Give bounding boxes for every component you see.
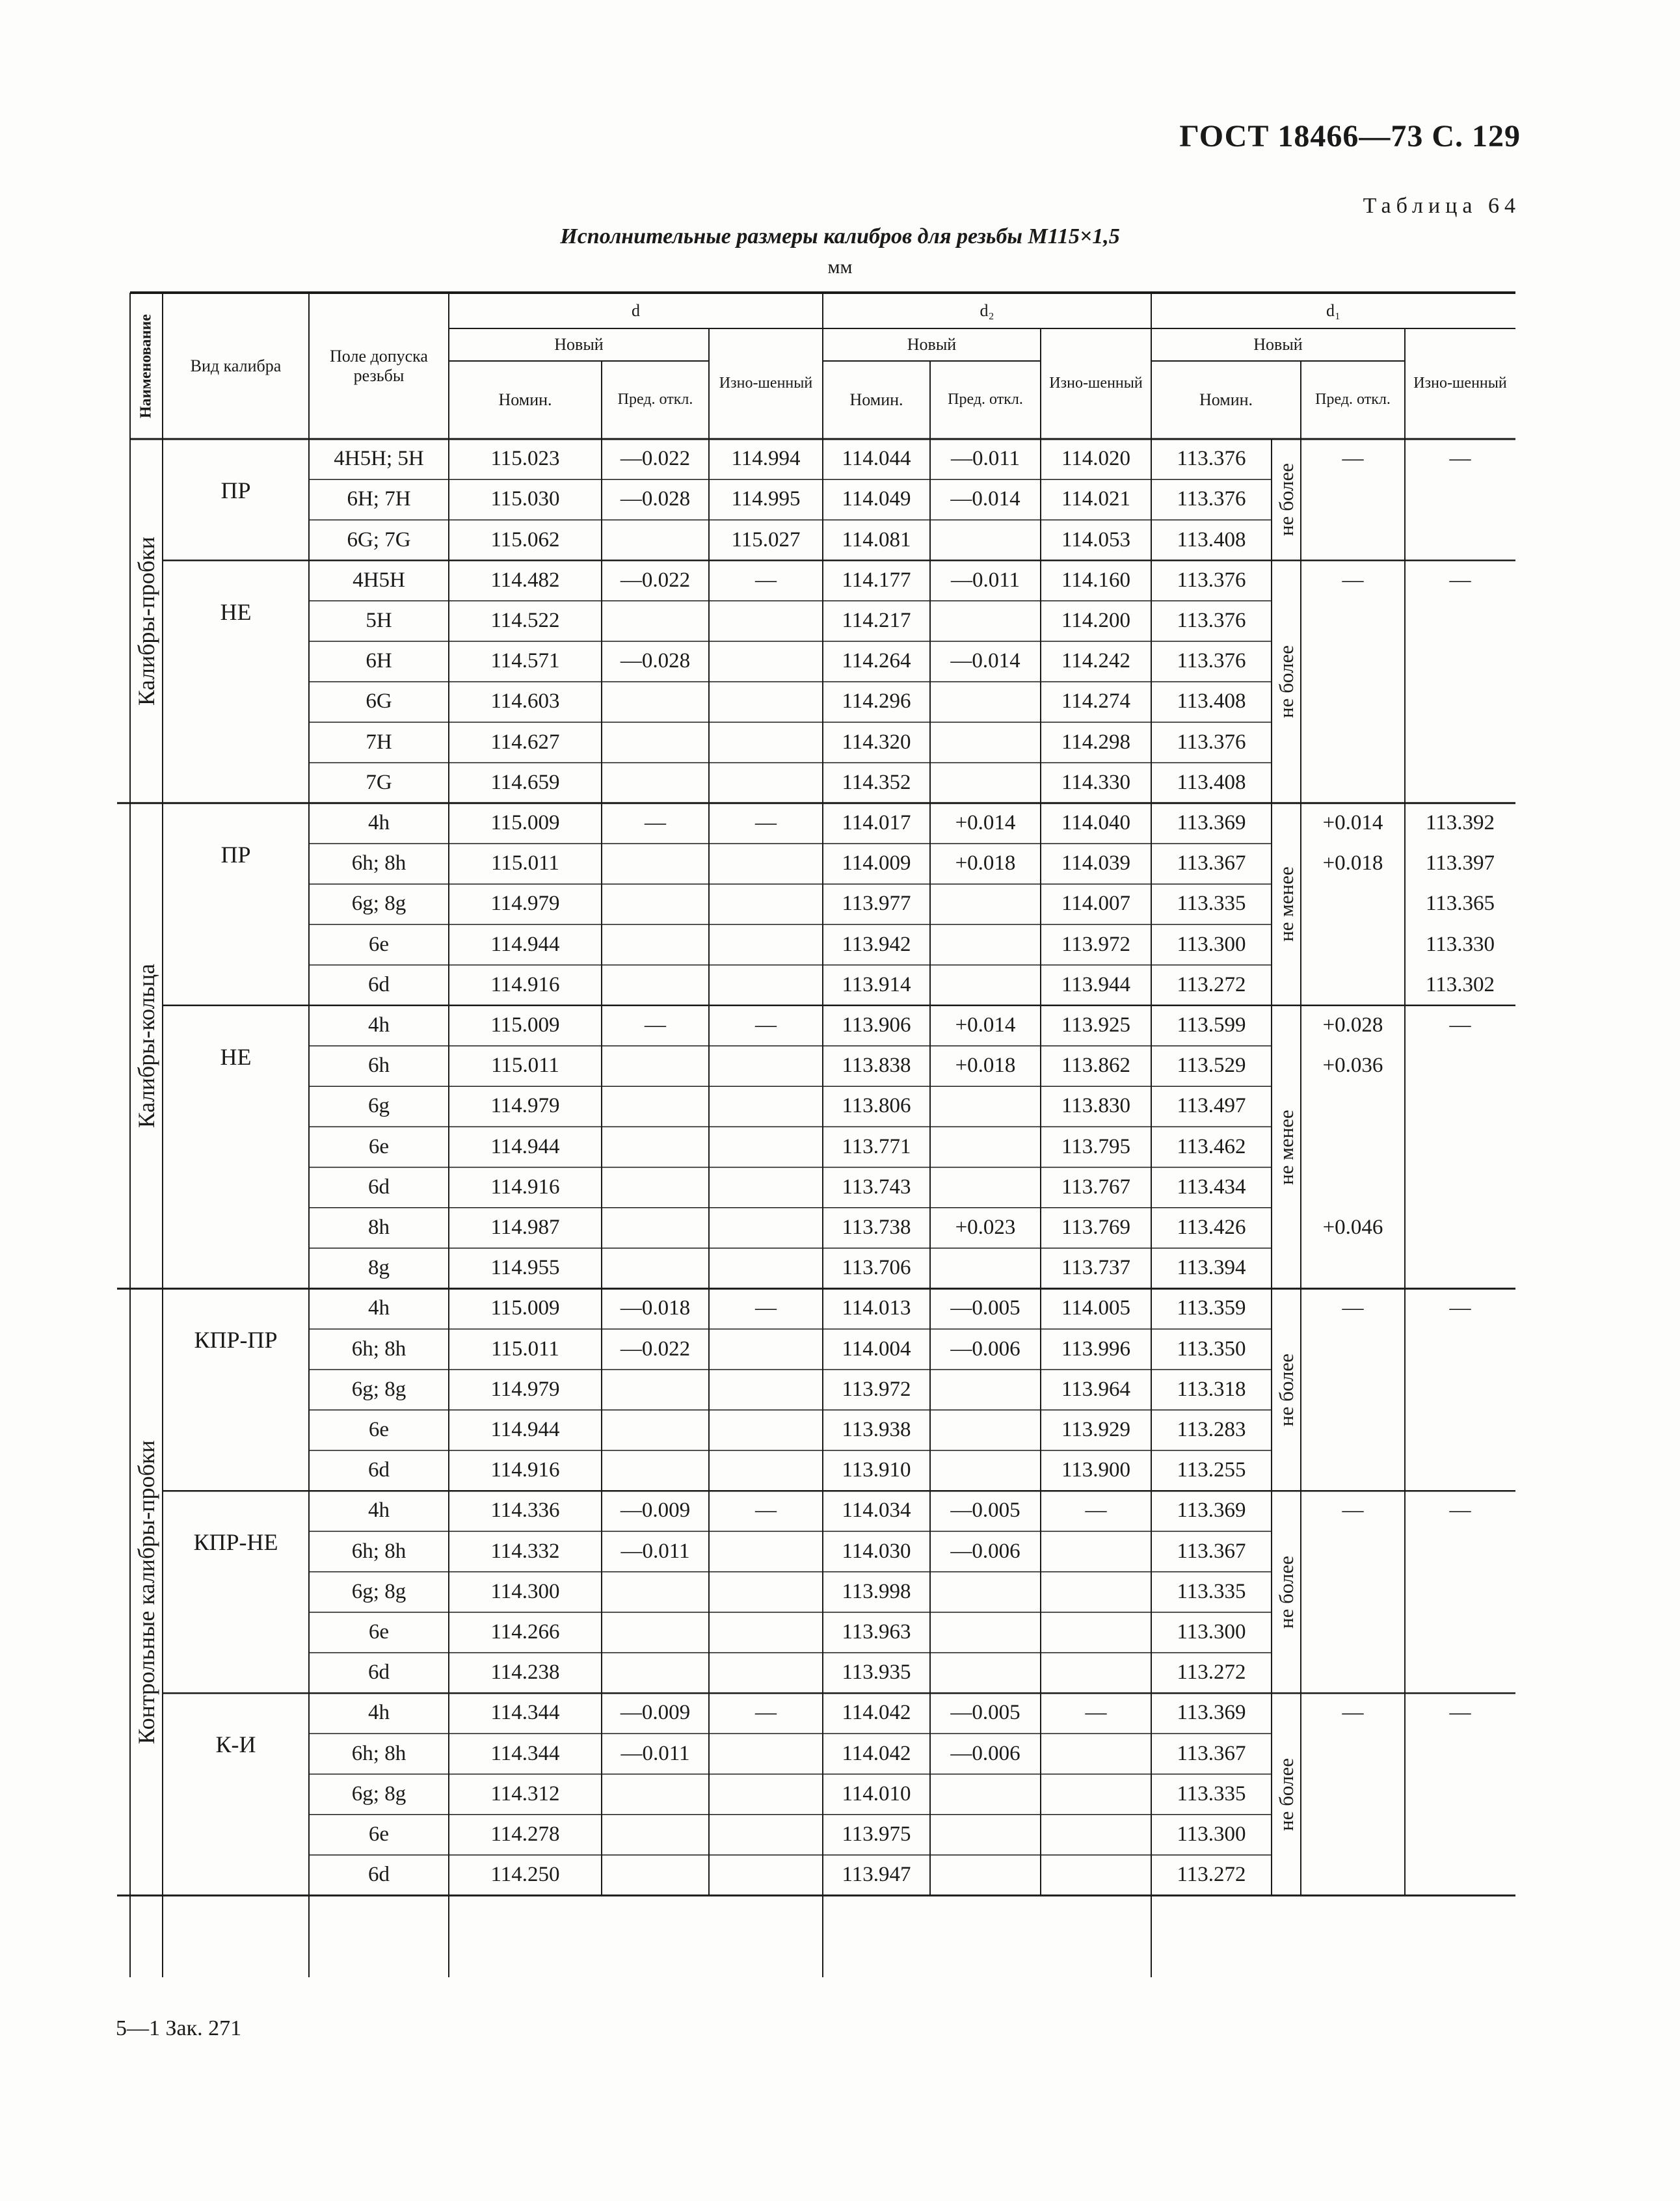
d2-worn-cell: 114.007 (1061, 892, 1131, 916)
d1-nom-cell: 113.367 (1177, 851, 1246, 875)
header-d: d (632, 300, 640, 320)
d2-nom-cell: 113.906 (842, 1013, 911, 1037)
d2-worn-cell: 113.996 (1061, 1337, 1131, 1361)
d2-nom-cell: 113.910 (842, 1458, 911, 1482)
d2-nom-cell: 113.838 (842, 1054, 911, 1078)
d2-worn-cell: 113.925 (1061, 1013, 1131, 1037)
tol-cell: 6d (368, 1661, 390, 1685)
d-nom-cell: 115.023 (490, 447, 560, 471)
d1-nom-cell: 113.369 (1177, 1701, 1246, 1725)
d2-dev-cell: —0.011 (950, 568, 1020, 592)
d-nom-cell: 115.009 (490, 810, 560, 834)
d1-nom-cell: 113.426 (1177, 1215, 1246, 1239)
d1-nom-cell: 113.376 (1177, 568, 1246, 592)
d2-worn-cell: — (1085, 1701, 1107, 1725)
header-worn: Изно-шенный (1049, 375, 1143, 392)
d2-dev-cell: —0.005 (950, 1499, 1020, 1523)
tol-cell: 6e (368, 1822, 390, 1846)
d2-dev-cell: —0.005 (950, 1701, 1020, 1725)
d1-dev-cell: +0.046 (1322, 1215, 1383, 1239)
d-dev-cell: —0.022 (620, 1337, 691, 1361)
d2-nom-cell: 114.017 (842, 810, 911, 834)
d2-worn-cell: 113.769 (1061, 1215, 1131, 1239)
d1-dev-cell: +0.028 (1322, 1013, 1383, 1037)
d-nom-cell: 115.030 (490, 487, 560, 511)
kind-label: ПР (220, 842, 251, 868)
d1-dev-cell: +0.018 (1322, 851, 1383, 875)
d1-nom-cell: 113.376 (1177, 649, 1246, 673)
d1-nom-cell: 113.359 (1177, 1296, 1246, 1320)
header-deviation: Пред. откл. (948, 391, 1023, 408)
tol-cell: 6h; 8h (351, 1539, 407, 1563)
d1-worn-cell: — (1449, 1701, 1471, 1725)
tol-cell: 6g (368, 1094, 390, 1118)
d1-nom-cell: 113.369 (1177, 810, 1246, 834)
d-nom-cell: 114.266 (490, 1620, 560, 1644)
d-nom-cell: 114.336 (490, 1499, 560, 1523)
d2-nom-cell: 114.010 (842, 1781, 911, 1806)
d2-dev-cell: —0.011 (950, 447, 1020, 471)
d1-nom-cell: 113.376 (1177, 487, 1246, 511)
d-nom-cell: 114.979 (490, 1094, 560, 1118)
d-nom-cell: 115.011 (491, 851, 559, 875)
limit-note: не более (1274, 645, 1298, 719)
d1-nom-cell: 113.335 (1177, 1781, 1246, 1806)
table-title: Исполнительные размеры калибров для резьбы М115×1,5 (560, 224, 1120, 248)
d1-worn-cell: — (1449, 568, 1471, 592)
header-new: Новый (1253, 335, 1303, 354)
d-dev-cell: —0.009 (620, 1701, 691, 1725)
limit-note: не более (1274, 463, 1298, 537)
d-nom-cell: 114.627 (490, 730, 560, 754)
d-dev-cell: — (645, 810, 666, 834)
d2-nom-cell: 113.738 (842, 1215, 911, 1239)
d2-worn-cell: 113.767 (1061, 1175, 1131, 1199)
d1-dev-cell: — (1342, 1701, 1364, 1725)
tol-cell: 6e (368, 1620, 390, 1644)
d-dev-cell: —0.028 (620, 649, 691, 673)
d1-worn-cell: — (1449, 1499, 1471, 1523)
header-nominal: Номин. (1199, 390, 1253, 410)
d2-nom-cell: 114.013 (842, 1296, 911, 1320)
d2-nom-cell: 113.975 (842, 1822, 911, 1846)
d1-dev-cell: +0.036 (1322, 1054, 1383, 1078)
d2-worn-cell: 114.020 (1061, 447, 1131, 471)
d-nom-cell: 115.009 (490, 1013, 560, 1037)
d1-nom-cell: 113.434 (1177, 1175, 1246, 1199)
d2-worn-cell: 113.964 (1061, 1377, 1131, 1401)
tol-cell: 4Н5Н; 5Н (334, 447, 424, 471)
d2-dev-cell: +0.023 (955, 1215, 1016, 1239)
d1-dev-cell: — (1342, 447, 1364, 471)
d-nom-cell: 114.312 (490, 1781, 560, 1806)
table-number: Таблица 64 (1363, 194, 1521, 218)
d2-nom-cell: 114.044 (842, 447, 911, 471)
tol-cell: 4h (368, 1296, 390, 1320)
d2-nom-cell: 114.081 (842, 527, 911, 552)
d1-nom-cell: 113.255 (1177, 1458, 1246, 1482)
header-deviation: Пред. откл. (1315, 391, 1391, 408)
header-d2: d₂ (980, 300, 994, 320)
header-new: Новый (907, 335, 957, 354)
d1-nom-cell: 113.300 (1177, 1620, 1246, 1644)
d-dev-cell: —0.022 (620, 568, 691, 592)
header-nominal: Номин. (498, 390, 552, 410)
d1-worn-cell: — (1449, 1296, 1471, 1320)
d-dev-cell: —0.018 (620, 1296, 691, 1320)
d1-nom-cell: 113.394 (1177, 1256, 1246, 1280)
d2-worn-cell: — (1085, 1499, 1107, 1523)
d2-nom-cell: 113.938 (842, 1417, 911, 1441)
d-nom-cell: 114.344 (490, 1741, 560, 1765)
d-nom-cell: 114.955 (490, 1256, 560, 1280)
d1-nom-cell: 113.318 (1177, 1377, 1246, 1401)
d-nom-cell: 115.009 (490, 1296, 560, 1320)
d2-nom-cell: 114.042 (842, 1701, 911, 1725)
d1-nom-cell: 113.283 (1177, 1417, 1246, 1441)
d1-nom-cell: 113.376 (1177, 730, 1246, 754)
d2-dev-cell: —0.006 (950, 1337, 1020, 1361)
d2-dev-cell: +0.018 (955, 851, 1016, 875)
tol-cell: 7G (366, 770, 392, 794)
header-tolerance: Поле допуска резьбы (330, 346, 428, 385)
header-worn: Изно-шенный (1413, 375, 1507, 392)
limit-note: не более (1274, 1353, 1298, 1426)
d2-worn-cell: 114.200 (1061, 608, 1131, 632)
group-label: Калибры-кольца (133, 963, 159, 1128)
d2-worn-cell: 113.944 (1061, 972, 1131, 996)
tol-cell: 6g; 8g (351, 892, 407, 916)
d-worn-cell: — (755, 568, 777, 592)
d1-nom-cell: 113.367 (1177, 1539, 1246, 1563)
d2-dev-cell: —0.005 (950, 1296, 1020, 1320)
d2-worn-cell: 114.160 (1061, 568, 1131, 592)
d-nom-cell: 114.979 (490, 892, 560, 916)
d1-worn-cell: — (1449, 447, 1471, 471)
group-label: Калибры-пробки (133, 536, 159, 706)
d2-nom-cell: 113.972 (842, 1377, 911, 1401)
header-d1: d₁ (1326, 300, 1341, 320)
tol-cell: 6g; 8g (351, 1377, 407, 1401)
d1-nom-cell: 113.408 (1177, 527, 1246, 552)
limit-note: не более (1274, 1555, 1298, 1629)
header-new: Новый (554, 335, 604, 354)
d-dev-cell: — (645, 1013, 666, 1037)
page-header: ГОСТ 18466—73 С. 129 (1179, 119, 1521, 153)
d1-nom-cell: 113.300 (1177, 1822, 1246, 1846)
d2-dev-cell: +0.014 (955, 1013, 1016, 1037)
d1-nom-cell: 113.335 (1177, 892, 1246, 916)
tol-cell: 6d (368, 1175, 390, 1199)
tol-cell: 6e (368, 1417, 390, 1441)
tol-cell: 6e (368, 932, 390, 956)
d2-nom-cell: 114.049 (842, 487, 911, 511)
d1-nom-cell: 113.376 (1177, 608, 1246, 632)
d-worn-cell: 114.994 (731, 447, 801, 471)
limit-note: не менее (1274, 866, 1298, 942)
d-nom-cell: 114.603 (490, 689, 560, 714)
d-nom-cell: 114.987 (490, 1215, 560, 1239)
d-nom-cell: 114.332 (490, 1539, 560, 1563)
d2-worn-cell: 114.039 (1061, 851, 1131, 875)
d-dev-cell: —0.011 (620, 1741, 690, 1765)
tol-cell: 8h (368, 1215, 390, 1239)
d-nom-cell: 114.278 (490, 1822, 560, 1846)
d2-nom-cell: 114.034 (842, 1499, 911, 1523)
limit-note: не менее (1274, 1109, 1298, 1185)
d2-worn-cell: 114.040 (1061, 810, 1131, 834)
d1-nom-cell: 113.272 (1177, 1863, 1246, 1887)
tol-cell: 4Н5Н (353, 568, 405, 592)
d2-worn-cell: 113.830 (1061, 1094, 1131, 1118)
d2-nom-cell: 114.264 (842, 649, 911, 673)
tol-cell: 6G; 7G (347, 527, 411, 552)
d-nom-cell: 115.062 (490, 527, 560, 552)
tol-cell: 4h (368, 1701, 390, 1725)
d2-nom-cell: 113.947 (842, 1863, 911, 1887)
d1-nom-cell: 113.369 (1177, 1499, 1246, 1523)
limit-note: не более (1274, 1757, 1298, 1831)
tol-cell: 8g (368, 1256, 390, 1280)
d-nom-cell: 114.916 (490, 1175, 560, 1199)
tol-cell: 6d (368, 1863, 390, 1887)
d1-nom-cell: 113.350 (1177, 1337, 1246, 1361)
d2-nom-cell: 113.942 (842, 932, 911, 956)
kind-label: ПР (220, 477, 251, 504)
d2-nom-cell: 113.935 (842, 1661, 911, 1685)
d1-nom-cell: 113.599 (1177, 1013, 1246, 1037)
tol-cell: 4h (368, 1499, 390, 1523)
d2-worn-cell: 113.900 (1061, 1458, 1131, 1482)
d-worn-cell: — (755, 810, 777, 834)
d-nom-cell: 114.916 (490, 1458, 560, 1482)
d1-nom-cell: 113.408 (1177, 689, 1246, 714)
d-nom-cell: 114.250 (490, 1863, 560, 1887)
kind-label: НЕ (220, 598, 252, 625)
tol-cell: 6e (368, 1134, 390, 1158)
tol-cell: 5Н (366, 608, 392, 632)
d2-worn-cell: 114.021 (1061, 487, 1131, 511)
d1-nom-cell: 113.529 (1177, 1054, 1246, 1078)
d1-dev-cell: — (1342, 1499, 1364, 1523)
d2-nom-cell: 113.963 (842, 1620, 911, 1644)
d-nom-cell: 114.944 (490, 1417, 560, 1441)
group-label: Контрольные калибры-пробки (133, 1440, 159, 1744)
header-nominal: Номин. (849, 390, 903, 410)
d2-nom-cell: 113.998 (842, 1579, 911, 1603)
d-worn-cell: — (755, 1013, 777, 1037)
kind-label: НЕ (220, 1044, 252, 1071)
d1-worn-cell: 113.392 (1425, 810, 1495, 834)
d1-worn-cell: 113.397 (1425, 851, 1495, 875)
tol-cell: 7Н (366, 730, 392, 754)
d1-worn-cell: 113.302 (1425, 972, 1495, 996)
d-nom-cell: 114.571 (490, 649, 560, 673)
d2-nom-cell: 114.004 (842, 1337, 911, 1361)
d2-nom-cell: 114.296 (842, 689, 911, 714)
d-worn-cell: — (755, 1701, 777, 1725)
d2-worn-cell: 113.862 (1061, 1054, 1131, 1078)
d-nom-cell: 114.944 (490, 932, 560, 956)
d2-dev-cell: +0.014 (955, 810, 1016, 834)
d2-worn-cell: 114.242 (1061, 649, 1131, 673)
d2-worn-cell: 113.737 (1061, 1256, 1131, 1280)
tol-cell: 4h (368, 810, 390, 834)
d-worn-cell: — (755, 1296, 777, 1320)
d-nom-cell: 114.300 (490, 1579, 560, 1603)
d1-worn-cell: 113.330 (1425, 932, 1495, 956)
d2-dev-cell: —0.014 (950, 649, 1020, 673)
d2-worn-cell: 114.298 (1061, 730, 1131, 754)
d2-dev-cell: —0.006 (950, 1741, 1020, 1765)
tol-cell: 6h (368, 1054, 390, 1078)
d1-nom-cell: 113.272 (1177, 972, 1246, 996)
d2-nom-cell: 114.320 (842, 730, 911, 754)
tol-cell: 6Н (366, 649, 392, 673)
d2-nom-cell: 113.914 (842, 972, 911, 996)
d2-worn-cell: 114.005 (1061, 1296, 1131, 1320)
d-nom-cell: 114.659 (490, 770, 560, 794)
d1-dev-cell: +0.014 (1322, 810, 1383, 834)
d2-nom-cell: 114.177 (842, 568, 911, 592)
d1-nom-cell: 113.335 (1177, 1579, 1246, 1603)
d-nom-cell: 114.522 (490, 608, 560, 632)
tol-cell: 6g; 8g (351, 1579, 407, 1603)
d-worn-cell: — (755, 1499, 777, 1523)
tol-cell: 6Н; 7Н (347, 487, 411, 511)
d2-nom-cell: 113.977 (842, 892, 911, 916)
d-dev-cell: —0.011 (620, 1539, 690, 1563)
d1-nom-cell: 113.497 (1177, 1094, 1246, 1118)
d2-dev-cell: —0.014 (950, 487, 1020, 511)
tol-cell: 6h; 8h (351, 1741, 407, 1765)
d2-nom-cell: 114.217 (842, 608, 911, 632)
d2-worn-cell: 114.330 (1061, 770, 1131, 794)
d1-nom-cell: 113.462 (1177, 1134, 1246, 1158)
d-nom-cell: 114.916 (490, 972, 560, 996)
d-nom-cell: 115.011 (491, 1054, 559, 1078)
tol-cell: 6G (366, 689, 392, 714)
tol-cell: 4h (368, 1013, 390, 1037)
d-worn-cell: 115.027 (731, 527, 801, 552)
d-nom-cell: 114.482 (490, 568, 560, 592)
tol-cell: 6h; 8h (351, 1337, 407, 1361)
d2-nom-cell: 113.706 (842, 1256, 911, 1280)
header-deviation: Пред. откл. (617, 391, 693, 408)
d2-dev-cell: +0.018 (955, 1054, 1016, 1078)
kind-label: К-И (215, 1731, 256, 1758)
d2-nom-cell: 114.030 (842, 1539, 911, 1563)
d2-nom-cell: 114.352 (842, 770, 911, 794)
d1-nom-cell: 113.408 (1177, 770, 1246, 794)
d2-nom-cell: 113.743 (842, 1175, 911, 1199)
d-worn-cell: 114.995 (731, 487, 801, 511)
tol-cell: 6g; 8g (351, 1781, 407, 1806)
kind-label: КПР-ПР (194, 1327, 278, 1354)
d-nom-cell: 114.344 (490, 1701, 560, 1725)
d-nom-cell: 115.011 (491, 1337, 559, 1361)
d2-worn-cell: 113.929 (1061, 1417, 1131, 1441)
d2-nom-cell: 113.806 (842, 1094, 911, 1118)
d-nom-cell: 114.979 (490, 1377, 560, 1401)
d-dev-cell: —0.009 (620, 1499, 691, 1523)
d-nom-cell: 114.238 (490, 1661, 560, 1685)
header-worn: Изно-шенный (719, 375, 813, 392)
header-kind: Вид калибра (190, 356, 282, 375)
d2-dev-cell: —0.006 (950, 1539, 1020, 1563)
page-footer: 5—1 Зак. 271 (116, 2016, 242, 2040)
d1-nom-cell: 113.272 (1177, 1661, 1246, 1685)
d1-dev-cell: — (1342, 1296, 1364, 1320)
d-nom-cell: 114.944 (490, 1134, 560, 1158)
d2-nom-cell: 114.009 (842, 851, 911, 875)
d-dev-cell: —0.022 (620, 447, 691, 471)
d2-nom-cell: 114.042 (842, 1741, 911, 1765)
tol-cell: 6d (368, 1458, 390, 1482)
d2-worn-cell: 114.053 (1061, 527, 1131, 552)
tol-cell: 6d (368, 972, 390, 996)
header-name: Наименование (137, 313, 155, 418)
table-units: мм (827, 256, 853, 278)
d2-nom-cell: 113.771 (842, 1134, 911, 1158)
d2-worn-cell: 113.972 (1061, 932, 1131, 956)
d1-nom-cell: 113.367 (1177, 1741, 1246, 1765)
d1-worn-cell: — (1449, 1013, 1471, 1037)
d1-worn-cell: 113.365 (1425, 892, 1495, 916)
tol-cell: 6h; 8h (351, 851, 407, 875)
d1-nom-cell: 113.300 (1177, 932, 1246, 956)
d2-worn-cell: 113.795 (1061, 1134, 1131, 1158)
kind-label: КПР-НЕ (193, 1529, 278, 1556)
d2-worn-cell: 114.274 (1061, 689, 1131, 714)
d1-nom-cell: 113.376 (1177, 447, 1246, 471)
d1-dev-cell: — (1342, 568, 1364, 592)
d-dev-cell: —0.028 (620, 487, 691, 511)
